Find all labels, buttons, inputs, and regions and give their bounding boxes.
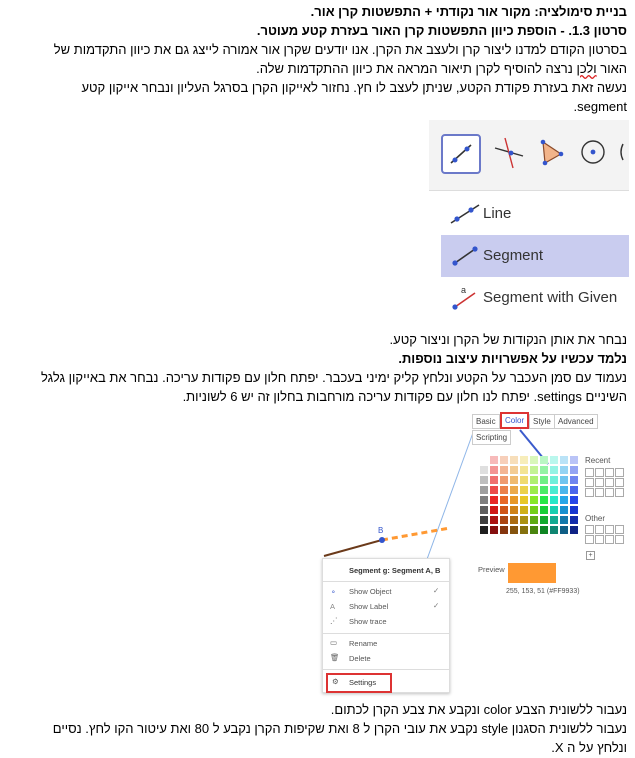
color-swatch[interactable] (490, 506, 498, 514)
color-swatch[interactable] (480, 526, 488, 534)
context-menu (322, 558, 450, 693)
color-swatch[interactable] (550, 486, 558, 494)
color-swatch[interactable] (585, 488, 594, 497)
menu-item-label: Segment with Given (483, 289, 618, 306)
color-swatch[interactable] (530, 516, 538, 524)
color-swatch[interactable] (540, 496, 548, 504)
recent-label: Recent (585, 456, 611, 465)
color-swatch[interactable] (490, 496, 498, 504)
recent-colors[interactable] (585, 468, 625, 504)
color-swatch[interactable] (510, 466, 518, 474)
color-swatch[interactable] (500, 496, 508, 504)
color-swatch[interactable] (500, 456, 508, 464)
color-swatch[interactable] (560, 456, 568, 464)
delete-item[interactable]: Delete (349, 654, 371, 663)
color-swatch[interactable] (595, 468, 604, 477)
doc-heading-1: בניית סימולציה: מקור אור נקודתי + התפשטות קרן אור. (310, 4, 627, 19)
color-value: 255, 153, 51 (#FF9933) (506, 588, 580, 595)
color-swatch[interactable] (530, 486, 538, 494)
spelling-underline: ולכן (576, 61, 597, 76)
show-label-item[interactable]: Show Label (349, 602, 389, 611)
color-swatch[interactable] (540, 506, 548, 514)
polygon-tool-icon[interactable] (533, 134, 569, 170)
color-swatch[interactable] (510, 506, 518, 514)
toolbar (429, 120, 629, 191)
color-swatch[interactable] (530, 496, 538, 504)
color-swatch[interactable] (585, 535, 594, 544)
segment-icon (447, 241, 483, 271)
color-swatch[interactable] (560, 466, 568, 474)
preview-label: Preview (478, 565, 505, 574)
color-swatch[interactable] (520, 506, 528, 514)
color-swatch[interactable] (550, 496, 558, 504)
color-swatch[interactable] (500, 506, 508, 514)
color-swatch[interactable] (490, 466, 498, 474)
color-swatch[interactable] (570, 506, 578, 514)
color-swatch[interactable] (500, 466, 508, 474)
color-swatch[interactable] (480, 466, 488, 474)
color-swatch[interactable] (510, 476, 518, 484)
color-swatch[interactable] (520, 466, 528, 474)
color-preview (508, 563, 556, 583)
color-swatch[interactable] (595, 488, 604, 497)
color-swatch[interactable] (540, 456, 548, 464)
color-palette[interactable] (480, 456, 580, 534)
color-swatch[interactable] (595, 478, 604, 487)
color-swatch[interactable] (560, 526, 568, 534)
color-swatch[interactable] (500, 486, 508, 494)
color-swatch[interactable] (570, 466, 578, 474)
color-swatch[interactable] (540, 516, 548, 524)
context-menu-title: Segment g: Segment A, B (349, 566, 441, 575)
color-swatch[interactable] (570, 476, 578, 484)
doc-paragraph-1-line-2: האור ולכן נרצה להוסיף לקרן תיאור המראה את כיוון ההתקדמות שלה. (256, 61, 627, 76)
color-swatch[interactable] (480, 486, 488, 494)
doc-paragraph-5-line-1: נעבור ללשונית הסגנון style נקבע את עובי הקרן ל 8 ואת שקיפות הקרן נקבע ל 80 ואת עיטור הקו לחץ. נסיים (52, 721, 627, 736)
color-swatch[interactable] (615, 478, 624, 487)
color-swatch[interactable] (480, 456, 488, 464)
tab-scripting[interactable]: Scripting (472, 430, 511, 445)
check-icon: ✓ (433, 601, 440, 610)
color-swatch[interactable] (520, 456, 528, 464)
tab-style[interactable]: Style (529, 414, 555, 429)
other-label: Other (585, 514, 606, 523)
line-icon (447, 199, 483, 229)
color-swatch[interactable] (560, 496, 568, 504)
point-b-icon (379, 537, 385, 543)
color-swatch[interactable] (570, 496, 578, 504)
color-swatch[interactable] (530, 466, 538, 474)
gear-icon: ⚙ (332, 677, 339, 686)
rename-icon: ▭ (330, 638, 338, 647)
color-swatch[interactable] (480, 496, 488, 504)
color-swatch[interactable] (570, 516, 578, 524)
color-swatch[interactable] (605, 478, 614, 487)
color-swatch[interactable] (550, 506, 558, 514)
color-swatch[interactable] (550, 476, 558, 484)
point-label: B (378, 526, 384, 535)
color-swatch[interactable] (520, 526, 528, 534)
color-swatch[interactable] (560, 486, 568, 494)
color-swatch[interactable] (560, 506, 568, 514)
color-swatch[interactable] (550, 526, 558, 534)
menu-item-line[interactable] (441, 193, 629, 235)
color-swatch[interactable] (490, 476, 498, 484)
doc-heading-2: סרטון 1.3. - הוספת כיוון התפשטות קרן האור בעזרת קטע מעוטר. (256, 23, 627, 38)
color-swatch[interactable] (490, 516, 498, 524)
menu-item-segment-with-given-length[interactable] (441, 277, 629, 319)
toolbar-screenshot (429, 120, 629, 325)
label-icon: A (330, 602, 336, 611)
color-swatch[interactable] (540, 476, 548, 484)
color-swatch[interactable] (540, 486, 548, 494)
color-swatch[interactable] (585, 478, 594, 487)
settings-item[interactable]: ⚙ Settings (326, 673, 392, 693)
color-swatch[interactable] (520, 476, 528, 484)
color-swatch[interactable] (595, 535, 604, 544)
color-swatch[interactable] (530, 456, 538, 464)
color-swatch[interactable] (585, 468, 594, 477)
settings-screenshot (320, 408, 632, 693)
color-swatch[interactable] (540, 466, 548, 474)
color-swatch[interactable] (500, 476, 508, 484)
color-swatch[interactable] (570, 456, 578, 464)
segment-given-length-icon (447, 283, 483, 313)
add-color-button[interactable]: + (586, 551, 595, 560)
tab-color[interactable]: Color (500, 412, 529, 429)
color-swatch[interactable] (490, 486, 498, 494)
doc-paragraph-3-line-2: השיניים settings. יפתח לנו חלון עם פקודות עריכה מורחבות בחלון זה יש 6 לשוניות. (182, 389, 627, 404)
color-swatch[interactable] (480, 476, 488, 484)
tab-basic[interactable]: Basic (472, 414, 500, 429)
color-swatch[interactable] (560, 516, 568, 524)
color-swatch[interactable] (605, 525, 614, 534)
trace-icon: ⋰ (330, 616, 338, 625)
color-swatch[interactable] (520, 496, 528, 504)
color-swatch[interactable] (605, 488, 614, 497)
show-trace-item[interactable]: Show trace (349, 617, 387, 626)
color-swatch[interactable] (550, 466, 558, 474)
menu-item-label: Line (483, 205, 512, 222)
color-swatch[interactable] (480, 506, 488, 514)
color-swatch[interactable] (605, 468, 614, 477)
color-swatch[interactable] (490, 526, 498, 534)
color-swatch[interactable] (550, 516, 558, 524)
color-swatch[interactable] (550, 456, 558, 464)
color-swatch[interactable] (520, 516, 528, 524)
color-swatch[interactable] (615, 535, 624, 544)
doc-paragraph-1-line-3: נעשה זאת בעזרת פקודת הקטע, שניתן לעצב לו חץ. נחזור לאייקון הקרן בסרגל העליון ונבחר אייקון קטע (81, 80, 627, 95)
color-swatch[interactable] (530, 526, 538, 534)
svg-text:a: a (461, 285, 467, 295)
check-icon: ✓ (433, 586, 440, 595)
color-swatch[interactable] (520, 486, 528, 494)
menu-item-segment[interactable] (441, 235, 629, 277)
color-swatch[interactable] (560, 476, 568, 484)
circle-tool-icon[interactable] (575, 134, 611, 170)
color-swatch[interactable] (500, 516, 508, 524)
doc-heading-3: נלמד עכשיו על אפשרויות עיצוב נוספות. (398, 351, 627, 366)
delete-icon: 🗑 (330, 653, 340, 662)
rename-item[interactable]: Rename (349, 639, 378, 648)
color-swatch[interactable] (510, 526, 518, 534)
color-swatch[interactable] (615, 488, 624, 497)
color-swatch[interactable] (490, 456, 498, 464)
color-swatch[interactable] (500, 526, 508, 534)
color-swatch[interactable] (510, 456, 518, 464)
color-swatch[interactable] (510, 486, 518, 494)
doc-paragraph-4: נעבור ללשונית הצבע color ונקבע את צבע הקרן לכתום. (330, 702, 627, 717)
color-swatch[interactable] (570, 526, 578, 534)
color-swatch[interactable] (510, 496, 518, 504)
color-swatch[interactable] (530, 506, 538, 514)
more-tools-icon[interactable] (617, 134, 629, 170)
doc-paragraph-1-line-1: בסרטון הקודם למדנו ליצור קרן ולעצב את הקרן. אנו יודעים שקרן אור אמורה לייצג גם את כיוון התקדמות של (53, 42, 627, 57)
color-swatch[interactable] (615, 525, 624, 534)
doc-paragraph-1-line-4: segment. (573, 99, 627, 114)
doc-paragraph-2: נבחר את אותן הנקודות של הקרן וניצור קטע. (389, 332, 627, 347)
color-swatch[interactable] (530, 476, 538, 484)
show-object-icon: ∘ (331, 587, 336, 596)
menu-item-label: Segment (483, 247, 544, 264)
color-swatch[interactable] (585, 525, 594, 534)
color-swatch[interactable] (540, 526, 548, 534)
line-tool-icon[interactable] (441, 134, 481, 174)
tab-advanced[interactable]: Advanced (554, 414, 598, 429)
doc-paragraph-5-line-2: ונלחץ על ה X. (551, 740, 627, 755)
color-swatch[interactable] (615, 468, 624, 477)
color-swatch[interactable] (605, 535, 614, 544)
color-swatch[interactable] (510, 516, 518, 524)
perpendicular-tool-icon[interactable] (491, 134, 527, 170)
doc-paragraph-3-line-1: נעמוד עם סמן העכבר על הקטע ונלחץ קליק ימיני בעכבר. יפתח חלון עם פקודות עריכה. נבחר את באייקון גלגל (41, 370, 627, 385)
show-object-item[interactable]: Show Object (349, 587, 392, 596)
color-swatch[interactable] (480, 516, 488, 524)
color-swatch[interactable] (595, 525, 604, 534)
other-colors[interactable] (585, 525, 625, 543)
color-swatch[interactable] (570, 486, 578, 494)
